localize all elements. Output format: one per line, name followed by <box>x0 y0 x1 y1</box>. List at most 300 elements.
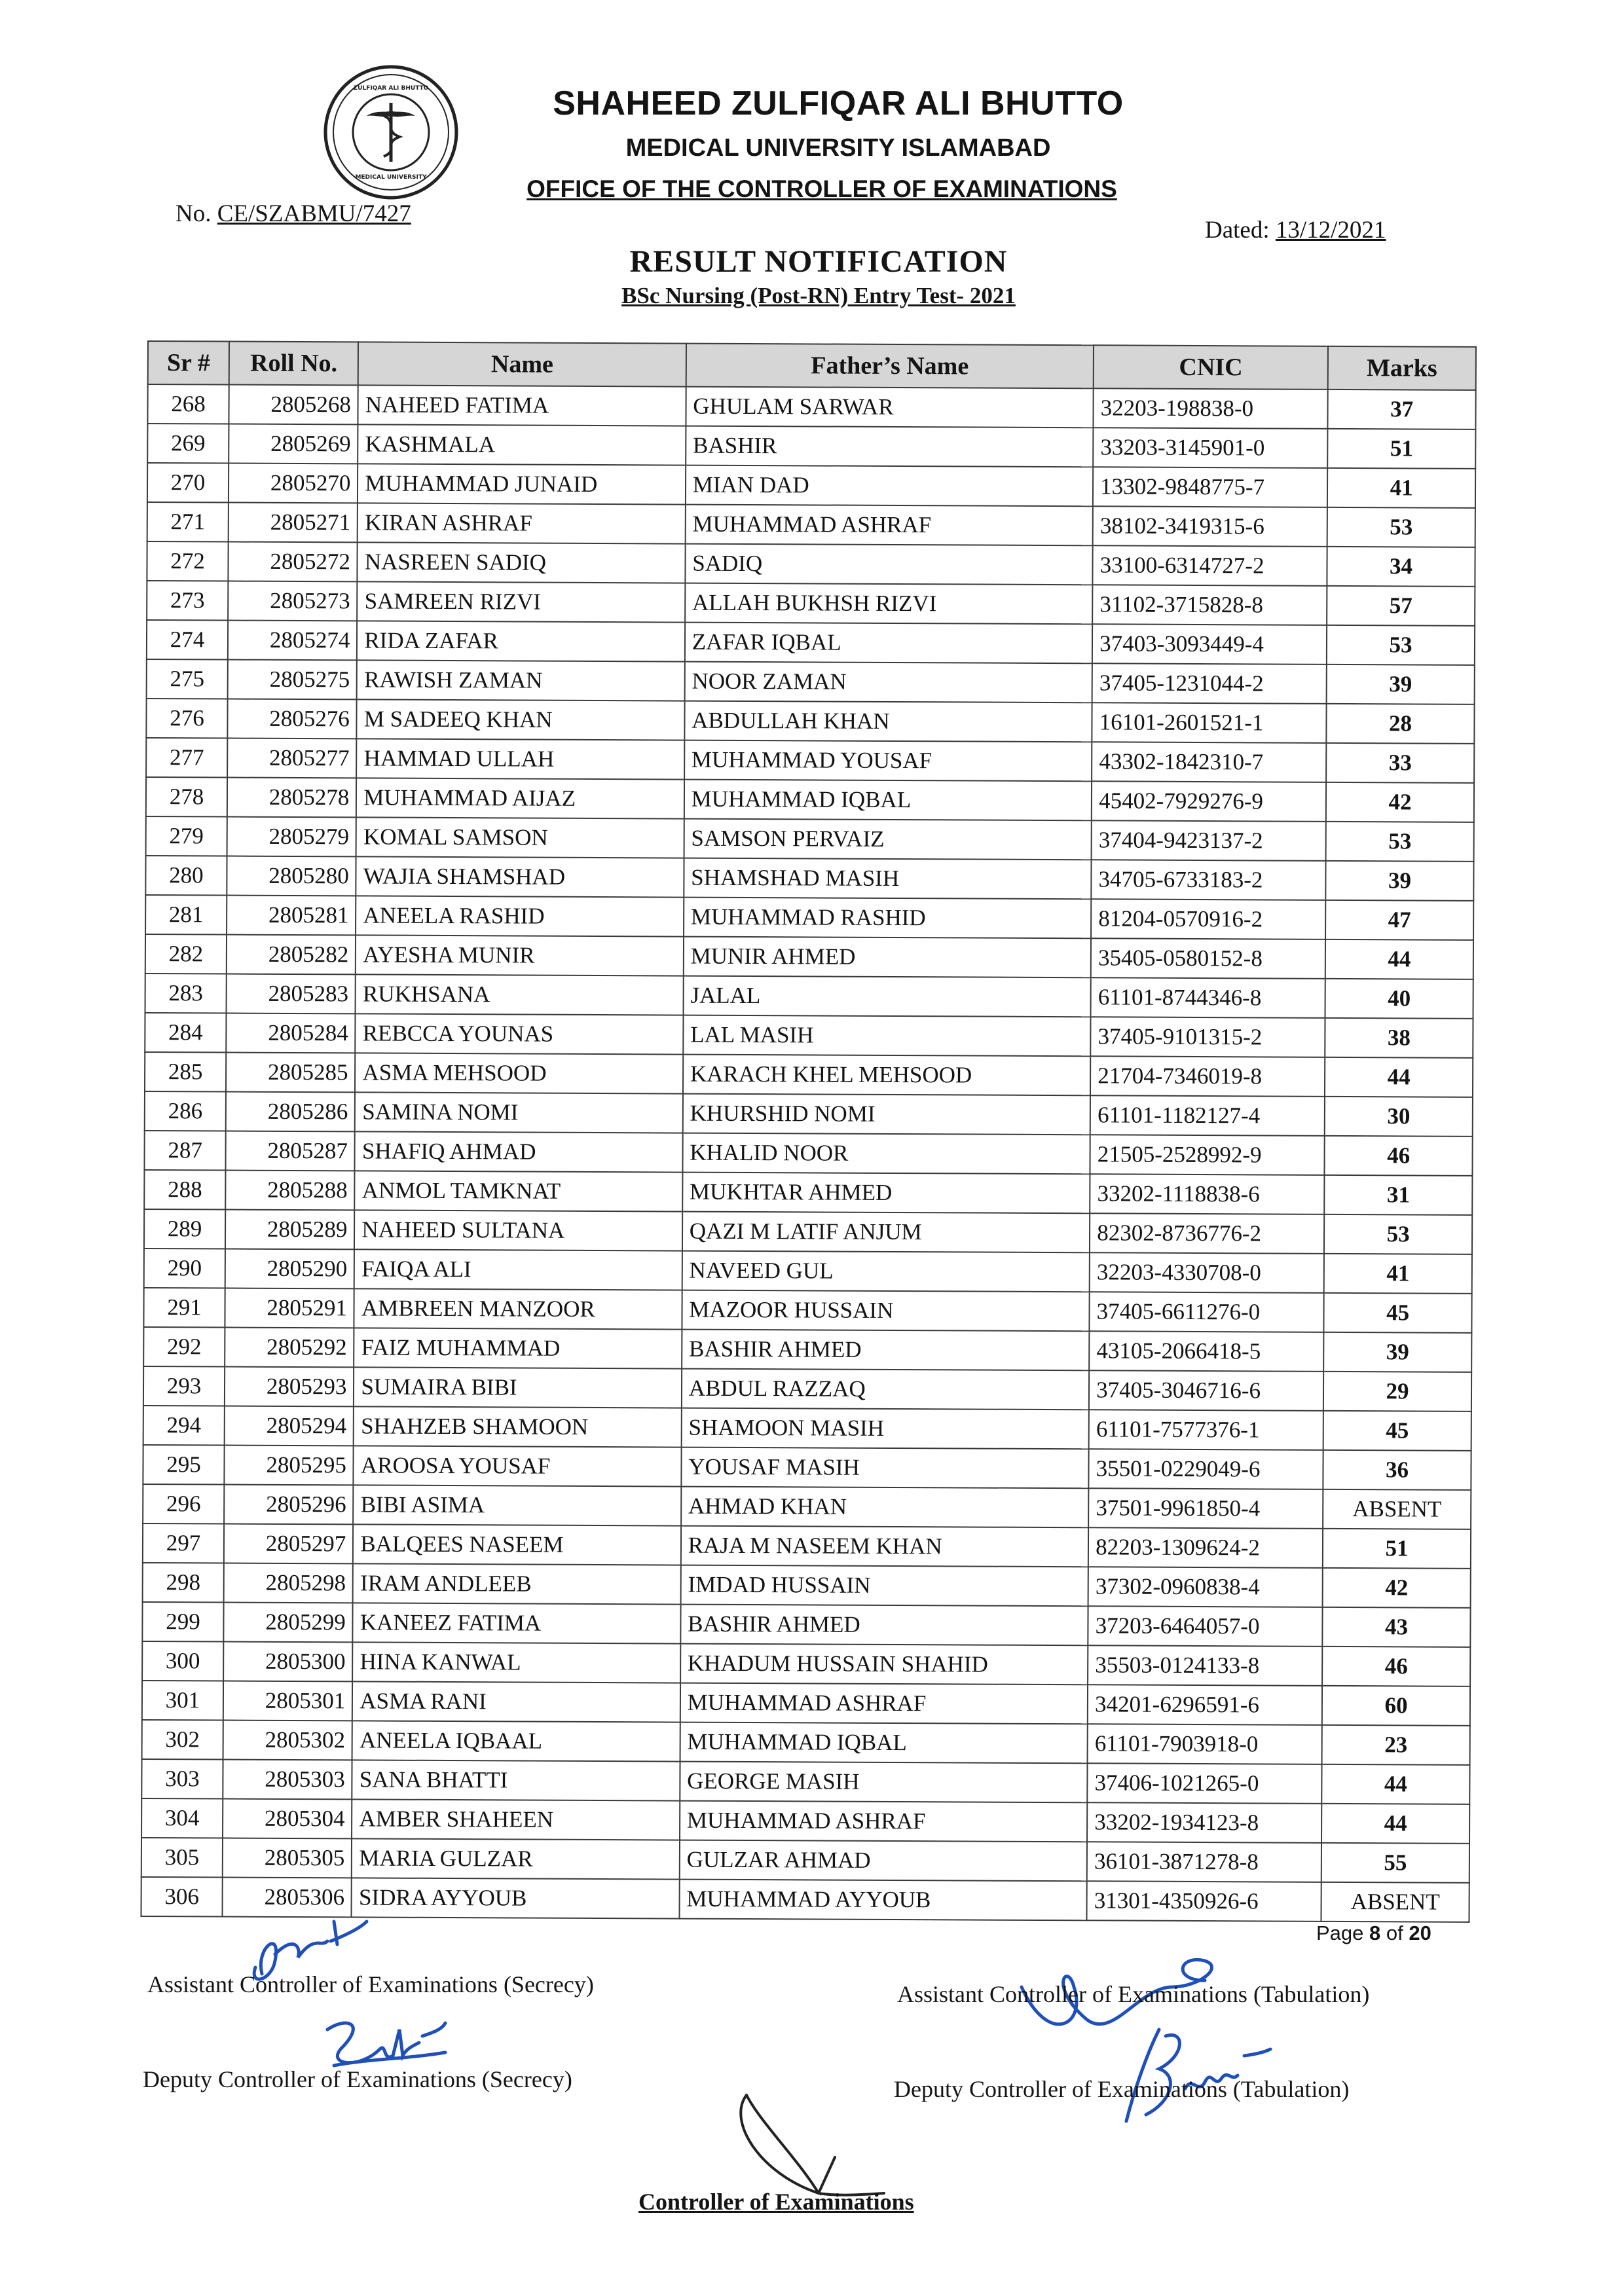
cell-roll: 2805273 <box>228 581 358 621</box>
cell-cnic: 34705-6733183-2 <box>1091 860 1325 900</box>
cell-sr: 305 <box>141 1838 223 1878</box>
cell-marks: 60 <box>1322 1686 1470 1726</box>
cell-roll: 2805282 <box>227 935 356 975</box>
column-header-father: Father’s Name <box>686 344 1094 389</box>
cell-father: SHAMOON MASIH <box>681 1408 1089 1449</box>
cell-sr: 271 <box>147 502 229 542</box>
cell-roll: 2805277 <box>227 738 357 778</box>
university-subtitle: MEDICAL UNIVERSITY ISLAMABAD <box>625 134 1051 162</box>
cell-cnic: 32203-4330708-0 <box>1090 1252 1324 1293</box>
cell-roll: 2805293 <box>225 1367 354 1407</box>
table-row <box>142 1681 1470 1726</box>
cell-name: BIBI ASIMA <box>353 1485 681 1525</box>
cell-father: ABDUL RAZZAQ <box>682 1369 1090 1410</box>
cell-cnic: 13302-9848775-7 <box>1093 467 1327 507</box>
cell-cnic: 21704-7346019-8 <box>1090 1056 1325 1097</box>
cell-cnic: 37404-9423137-2 <box>1092 820 1326 861</box>
table-row <box>145 856 1473 901</box>
cell-roll: 2805299 <box>223 1603 353 1643</box>
cell-name: KOMAL SAMSON <box>356 817 684 858</box>
cell-marks: 51 <box>1327 429 1475 469</box>
cell-name: RIDA ZAFAR <box>357 621 685 661</box>
cell-marks: 55 <box>1321 1843 1469 1883</box>
cell-cnic: 37203-6464057-0 <box>1088 1606 1322 1647</box>
cell-sr: 298 <box>143 1563 224 1603</box>
cell-sr: 289 <box>144 1209 225 1249</box>
cell-marks: 30 <box>1325 1097 1473 1137</box>
table-row <box>141 1838 1469 1883</box>
cell-name: RUKHSANA <box>356 974 684 1015</box>
cell-sr: 275 <box>147 659 228 699</box>
cell-marks: 43 <box>1322 1607 1470 1647</box>
cell-sr: 296 <box>143 1484 224 1524</box>
cell-marks: 41 <box>1327 468 1475 508</box>
cell-sr: 284 <box>145 1013 226 1053</box>
cell-father: BASHIR AHMED <box>680 1605 1088 1646</box>
cell-roll: 2805283 <box>227 974 356 1014</box>
cell-roll: 2805303 <box>223 1760 352 1800</box>
cell-cnic: 31301-4350926-6 <box>1087 1881 1321 1922</box>
cell-marks: 44 <box>1321 1804 1469 1844</box>
cell-name: REBCCA YOUNAS <box>356 1013 684 1054</box>
svg-text:ZULFIQAR ALI BHUTTO: ZULFIQAR ALI BHUTTO <box>353 85 429 92</box>
cell-roll: 2805272 <box>228 542 358 582</box>
cell-name: SIDRA AYYOUB <box>352 1878 680 1918</box>
cell-cnic: 37405-3046716-6 <box>1089 1370 1323 1411</box>
cell-name: KANEEZ FATIMA <box>353 1603 681 1643</box>
cell-name: AROOSA YOUSAF <box>354 1446 682 1486</box>
column-header-roll: Roll No. <box>229 342 359 386</box>
table-row <box>144 1131 1472 1176</box>
cell-father: GHULAM SARWAR <box>686 387 1094 428</box>
cell-marks: 53 <box>1324 1214 1472 1254</box>
date-value: 13/12/2021 <box>1275 217 1386 244</box>
cell-roll: 2805285 <box>226 1053 356 1093</box>
office-name: OFFICE OF THE CONTROLLER OF EXAMINATIONS <box>526 175 1117 202</box>
cell-roll: 2805274 <box>228 621 358 661</box>
cell-name: SHAHZEB SHAMOON <box>354 1406 682 1447</box>
page-total: 20 <box>1409 1922 1431 1944</box>
cell-sr: 295 <box>143 1445 224 1485</box>
table-row <box>141 1798 1469 1844</box>
cell-father: NOOR ZAMAN <box>684 662 1092 703</box>
cell-marks: 45 <box>1324 1293 1472 1333</box>
cell-father: MUHAMMAD ASHRAF <box>685 505 1093 546</box>
cell-marks: ABSENT <box>1323 1489 1471 1529</box>
cell-marks: 53 <box>1326 822 1474 862</box>
cell-marks: 42 <box>1323 1568 1471 1608</box>
cell-name: ANEELA RASHID <box>356 896 684 936</box>
cell-name: HINA KANWAL <box>352 1642 680 1683</box>
cell-father: KARACH KHEL MEHSOOD <box>683 1055 1091 1096</box>
cell-father: GULZAR AHMAD <box>680 1840 1088 1882</box>
cell-roll: 2805269 <box>229 424 358 464</box>
cell-roll: 2805281 <box>227 896 356 936</box>
cell-roll: 2805278 <box>227 778 357 818</box>
table-row <box>147 424 1475 469</box>
cell-marks: 41 <box>1324 1254 1472 1294</box>
cell-name: FAIQA ALI <box>354 1249 682 1290</box>
cell-sr: 293 <box>143 1366 225 1406</box>
cell-name: KASHMALA <box>358 424 686 465</box>
cell-marks: 44 <box>1325 939 1473 979</box>
university-seal-logo <box>321 62 462 203</box>
cell-cnic: 16101-2601521-1 <box>1092 702 1327 743</box>
cell-roll: 2805300 <box>223 1642 353 1682</box>
cell-father: MUHAMMAD IQBAL <box>680 1722 1088 1764</box>
cell-sr: 269 <box>147 424 229 464</box>
table-row <box>143 1445 1471 1490</box>
cell-sr: 288 <box>144 1170 225 1210</box>
cell-marks: 53 <box>1327 625 1475 665</box>
table-row <box>143 1523 1471 1569</box>
page-indicator <box>1316 1922 1431 1945</box>
cell-sr: 290 <box>144 1248 225 1288</box>
cell-marks: 33 <box>1326 743 1474 783</box>
reference-value: CE/SZABMU/7427 <box>217 200 411 227</box>
cell-sr: 285 <box>145 1052 226 1092</box>
table-row <box>142 1641 1470 1686</box>
cell-sr: 280 <box>145 856 227 896</box>
cell-name: KIRAN ASHRAF <box>358 503 686 543</box>
cell-sr: 277 <box>146 738 227 778</box>
signatory-controller: Controller of Examinations <box>638 2189 914 2215</box>
cell-cnic: 34201-6296591-6 <box>1088 1685 1322 1725</box>
cell-father: ABDULLAH KHAN <box>684 701 1092 742</box>
cell-name: AYESHA MUNIR <box>356 935 684 975</box>
cell-name: ANMOL TAMKNAT <box>355 1171 683 1211</box>
table-row <box>145 974 1473 1019</box>
cell-name: SUMAIRA BIBI <box>354 1367 682 1408</box>
cell-father: QAZI M LATIF ANJUM <box>682 1212 1090 1253</box>
cell-roll: 2805275 <box>228 660 358 700</box>
reference-number <box>175 200 411 228</box>
cell-sr: 306 <box>141 1877 222 1917</box>
cell-marks: 28 <box>1327 704 1475 744</box>
table-row <box>146 777 1474 822</box>
cell-marks: 38 <box>1325 1018 1473 1058</box>
table-row <box>147 384 1475 429</box>
cell-sr: 301 <box>142 1681 223 1721</box>
date-line <box>1205 216 1386 244</box>
cell-father: ALLAH BUKHSH RIZVI <box>685 583 1093 625</box>
cell-name: ASMA MEHSOOD <box>355 1053 683 1093</box>
cell-name: WAJIA SHAMSHAD <box>356 856 684 897</box>
cell-father: BASHIR AHMED <box>682 1330 1090 1371</box>
cell-name: NAHEED FATIMA <box>358 385 686 426</box>
cell-father: NAVEED GUL <box>682 1251 1090 1292</box>
cell-sr: 294 <box>143 1406 225 1446</box>
cell-father: RAJA M NASEEM KHAN <box>681 1526 1089 1567</box>
cell-name: AMBER SHAHEEN <box>352 1799 680 1840</box>
cell-roll: 2805302 <box>223 1721 353 1760</box>
cell-cnic: 37403-3093449-4 <box>1092 624 1327 665</box>
cell-name: SAMREEN RIZVI <box>358 581 686 622</box>
signature-deputy-tabulation <box>1107 2016 1277 2128</box>
cell-name: SHAFIQ AHMAD <box>355 1131 683 1172</box>
cell-roll: 2805306 <box>223 1878 352 1918</box>
reference-label: No. <box>175 200 212 227</box>
table-row <box>143 1366 1471 1412</box>
cell-cnic: 37405-1231044-2 <box>1092 663 1327 704</box>
cell-father: MUNIR AHMED <box>684 937 1092 978</box>
cell-cnic: 61101-7903918-0 <box>1088 1724 1322 1764</box>
cell-father: MUHAMMAD ASHRAF <box>680 1683 1088 1724</box>
cell-cnic: 37405-6611276-0 <box>1090 1292 1324 1332</box>
cell-roll: 2805270 <box>229 464 358 503</box>
table-row <box>141 1759 1469 1804</box>
cell-roll: 2805286 <box>226 1092 356 1132</box>
cell-cnic: 32203-198838-0 <box>1094 388 1328 429</box>
cell-cnic: 37406-1021265-0 <box>1087 1763 1321 1804</box>
table-row <box>147 581 1475 626</box>
cell-father: AHMAD KHAN <box>681 1487 1089 1528</box>
cell-cnic: 33202-1118838-6 <box>1090 1174 1324 1214</box>
cell-sr: 279 <box>146 816 227 856</box>
cell-father: ZAFAR IQBAL <box>685 623 1093 664</box>
table-row <box>143 1288 1471 1333</box>
cell-roll: 2805287 <box>226 1131 356 1171</box>
svg-text:MEDICAL UNIVERSITY: MEDICAL UNIVERSITY <box>355 174 427 181</box>
cell-cnic: 43105-2066418-5 <box>1089 1331 1323 1372</box>
cell-name: RAWISH ZAMAN <box>357 660 685 701</box>
cell-cnic: 82203-1309624-2 <box>1088 1527 1323 1568</box>
table-row <box>147 463 1475 508</box>
table-row <box>146 699 1474 744</box>
cell-marks: 46 <box>1325 1136 1473 1176</box>
cell-name: FAIZ MUHAMMAD <box>354 1328 682 1368</box>
cell-sr: 302 <box>142 1720 223 1760</box>
cell-roll: 2805305 <box>223 1838 352 1878</box>
cell-cnic: 61101-7577376-1 <box>1089 1410 1323 1450</box>
cell-marks: 39 <box>1327 665 1475 704</box>
table-row <box>147 502 1475 547</box>
cell-father: GEORGE MASIH <box>680 1762 1088 1803</box>
signatory-asst-secrecy: Assistant Controller of Examinations (Secrecy) <box>147 1971 594 1997</box>
cell-marks: 51 <box>1323 1529 1471 1569</box>
cell-roll: 2805297 <box>224 1524 354 1564</box>
table-row <box>144 1209 1472 1254</box>
table-row <box>147 541 1475 587</box>
cell-roll: 2805291 <box>225 1288 355 1328</box>
cell-name: SAMINA NOMI <box>355 1092 683 1133</box>
cell-father: JALAL <box>683 976 1091 1017</box>
table-row <box>147 659 1475 704</box>
cell-father: MUHAMMAD YOUSAF <box>684 740 1092 782</box>
cell-cnic: 35503-0124133-8 <box>1088 1645 1322 1686</box>
cell-sr: 272 <box>147 541 228 581</box>
cell-name: M SADEEQ KHAN <box>357 699 685 740</box>
cell-roll: 2805290 <box>225 1249 355 1289</box>
cell-sr: 282 <box>145 934 227 974</box>
table-row <box>144 1170 1472 1215</box>
table-header-row <box>148 341 1476 390</box>
page-prefix: Page <box>1316 1922 1364 1944</box>
column-header-name: Name <box>358 342 686 386</box>
cell-cnic: 43302-1842310-7 <box>1092 742 1326 782</box>
cell-marks: 40 <box>1325 979 1473 1019</box>
cell-name: MUHAMMAD JUNAID <box>358 464 686 504</box>
table-row <box>147 620 1475 665</box>
table-row <box>143 1327 1471 1372</box>
cell-name: BALQEES NASEEM <box>353 1524 681 1565</box>
column-header-marks: Marks <box>1328 346 1476 390</box>
cell-marks: 39 <box>1325 861 1473 901</box>
cell-marks: 29 <box>1323 1372 1471 1412</box>
cell-name: IRAM ANDLEEB <box>353 1563 681 1604</box>
cell-marks: 47 <box>1325 900 1473 940</box>
cell-cnic: 82302-8736776-2 <box>1090 1213 1324 1254</box>
cell-roll: 2805279 <box>227 817 357 857</box>
cell-roll: 2805294 <box>225 1406 354 1446</box>
cell-cnic: 35501-0229049-6 <box>1089 1449 1323 1489</box>
cell-father: MIAN DAD <box>686 465 1094 507</box>
cell-sr: 270 <box>147 463 229 503</box>
table-row <box>143 1406 1471 1451</box>
cell-cnic: 81204-0570916-2 <box>1091 899 1325 939</box>
cell-cnic: 33203-3145901-0 <box>1093 428 1327 468</box>
table-row <box>145 1052 1473 1097</box>
cell-sr: 273 <box>147 581 228 621</box>
table-row <box>142 1720 1470 1765</box>
cell-name: SANA BHATTI <box>352 1760 680 1800</box>
cell-name: NASREEN SADIQ <box>358 542 686 583</box>
cell-cnic: 37302-0960838-4 <box>1088 1567 1323 1607</box>
cell-name: ASMA RANI <box>352 1681 680 1722</box>
notification-subtitle: BSc Nursing (Post-RN) Entry Test- 2021 <box>621 283 1016 308</box>
cell-marks: 42 <box>1326 782 1474 822</box>
cell-marks: 44 <box>1325 1057 1473 1097</box>
cell-father: MUKHTAR AHMED <box>682 1173 1090 1214</box>
cell-father: MUHAMMAD IQBAL <box>684 780 1092 821</box>
cell-name: MUHAMMAD AIJAZ <box>356 778 684 818</box>
cell-marks: 23 <box>1322 1725 1470 1765</box>
cell-roll: 2805304 <box>223 1799 352 1839</box>
table-row <box>145 1091 1473 1137</box>
cell-sr: 299 <box>142 1602 223 1642</box>
cell-roll: 2805292 <box>225 1328 354 1368</box>
signatory-deputy-tabulation: Deputy Controller of Examinations (Tabulation) <box>894 2076 1350 2102</box>
cell-sr: 274 <box>147 620 228 660</box>
cell-cnic: 37405-9101315-2 <box>1090 1017 1325 1057</box>
cell-roll: 2805276 <box>227 699 357 739</box>
cell-marks: 36 <box>1323 1450 1471 1490</box>
cell-father: YOUSAF MASIH <box>681 1448 1089 1489</box>
cell-father: SHAMSHAD MASIH <box>684 858 1092 900</box>
cell-cnic: 45402-7929276-9 <box>1092 781 1326 822</box>
table-row <box>146 738 1474 783</box>
cell-roll: 2805268 <box>229 385 359 425</box>
cell-marks: 44 <box>1321 1764 1469 1804</box>
cell-sr: 268 <box>147 384 229 424</box>
cell-marks: 46 <box>1322 1647 1470 1686</box>
cell-father: MUHAMMAD RASHID <box>684 898 1092 939</box>
cell-sr: 287 <box>144 1131 225 1171</box>
cell-roll: 2805295 <box>224 1446 354 1485</box>
table-row <box>143 1563 1471 1608</box>
table-body <box>141 384 1475 1922</box>
cell-name: NAHEED SULTANA <box>354 1210 682 1250</box>
cell-roll: 2805301 <box>223 1681 353 1721</box>
column-header-sr: Sr # <box>148 341 229 385</box>
cell-cnic: 35405-0580152-8 <box>1091 938 1325 979</box>
signatory-asst-tabulation: Assistant Controller of Examinations (Tabulation) <box>897 1981 1370 2007</box>
cell-cnic: 33202-1934123-8 <box>1087 1802 1321 1843</box>
cell-sr: 303 <box>141 1759 223 1799</box>
cell-marks: ABSENT <box>1321 1882 1469 1922</box>
cell-father: IMDAD HUSSAIN <box>680 1565 1088 1607</box>
signatory-deputy-secrecy: Deputy Controller of Examinations (Secrecy) <box>143 2066 572 2092</box>
cell-marks: 57 <box>1327 586 1475 626</box>
cell-father: SADIQ <box>685 544 1093 585</box>
cell-cnic: 31102-3715828-8 <box>1092 585 1327 625</box>
page-current: 8 <box>1369 1922 1381 1944</box>
cell-sr: 278 <box>146 777 227 817</box>
cell-cnic: 61101-8744346-8 <box>1091 977 1325 1018</box>
cell-father: SAMSON PERVAIZ <box>684 819 1092 860</box>
cell-sr: 276 <box>146 699 227 738</box>
cell-sr: 281 <box>145 895 227 935</box>
cell-father: MAZOOR HUSSAIN <box>682 1290 1090 1332</box>
cell-father: KHALID NOOR <box>682 1133 1090 1175</box>
column-header-cnic: CNIC <box>1094 345 1328 390</box>
cell-father: MUHAMMAD ASHRAF <box>680 1801 1088 1842</box>
cell-cnic: 37501-9961850-4 <box>1088 1488 1323 1529</box>
cell-marks: 31 <box>1324 1175 1472 1215</box>
results-table <box>140 340 1476 1923</box>
table-row <box>142 1602 1470 1647</box>
cell-marks: 45 <box>1323 1411 1471 1451</box>
cell-marks: 39 <box>1323 1332 1471 1372</box>
cell-name: HAMMAD ULLAH <box>356 738 684 779</box>
cell-name: ANEELA IQBAAL <box>352 1721 680 1761</box>
cell-roll: 2805271 <box>229 503 358 543</box>
cell-roll: 2805298 <box>224 1563 354 1603</box>
table-row <box>146 816 1474 862</box>
cell-sr: 286 <box>145 1091 226 1131</box>
cell-sr: 304 <box>141 1798 223 1838</box>
cell-father: BASHIR <box>686 426 1094 467</box>
cell-father: KHADUM HUSSAIN SHAHID <box>680 1644 1088 1685</box>
cell-father: KHURSHID NOMI <box>682 1094 1090 1135</box>
cell-roll: 2805289 <box>225 1210 355 1250</box>
table-row <box>145 934 1473 979</box>
cell-marks: 53 <box>1327 507 1475 547</box>
cell-cnic: 33100-6314727-2 <box>1093 545 1327 586</box>
cell-roll: 2805284 <box>226 1013 356 1053</box>
page-sep: of <box>1386 1922 1403 1944</box>
cell-marks: 34 <box>1327 547 1475 587</box>
notification-title: RESULT NOTIFICATION <box>629 244 1008 279</box>
cell-name: AMBREEN MANZOOR <box>354 1288 682 1329</box>
table-row <box>145 1013 1473 1058</box>
cell-sr: 297 <box>143 1523 224 1563</box>
table-row <box>144 1248 1472 1294</box>
cell-cnic: 21505-2528992-9 <box>1090 1135 1325 1175</box>
cell-marks: 37 <box>1328 390 1476 429</box>
cell-sr: 283 <box>145 974 227 1013</box>
cell-sr: 300 <box>142 1641 223 1681</box>
cell-sr: 292 <box>143 1327 225 1367</box>
cell-roll: 2805296 <box>224 1485 354 1525</box>
cell-cnic: 61101-1182127-4 <box>1090 1095 1325 1136</box>
cell-cnic: 36101-3871278-8 <box>1087 1842 1321 1882</box>
cell-name: MARIA GULZAR <box>352 1838 680 1879</box>
table-row <box>145 895 1473 940</box>
cell-roll: 2805288 <box>225 1171 355 1211</box>
date-label: Dated: <box>1205 217 1270 244</box>
cell-roll: 2805280 <box>227 856 356 896</box>
